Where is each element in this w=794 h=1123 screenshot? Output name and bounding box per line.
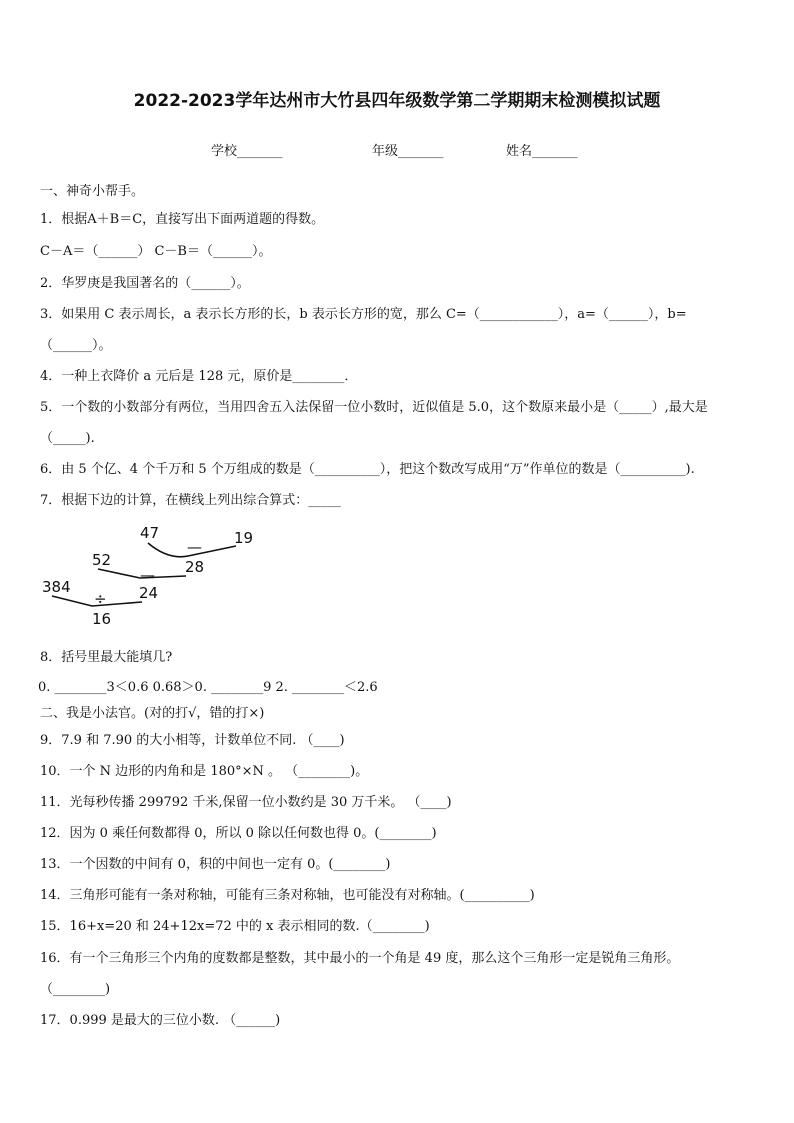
question-15: 15．16+x=20 和 24+12x=72 中的 x 表示相同的数.（________) [40, 919, 430, 934]
question-16-line1: 16．有一个三角形三个内角的度数都是整数，其中最小的一个角是 49 度，那么这个三角形一定是锐角三角形。 [40, 951, 680, 966]
name-field: 姓名_______ [506, 144, 578, 159]
question-10: 10．一个 N 边形的内角和是 180°×N 。 （________)。 [40, 764, 369, 779]
question-6: 6．由 5 个亿、4 个千万和 5 个万组成的数是（__________），把这个数改写成用“万”作单位的数是（__________). [40, 462, 695, 477]
question-1: 1．根据A＋B＝C，直接写出下面两道题的得数。 [40, 212, 325, 227]
question-5-line2: （_____). [40, 431, 95, 446]
grade-field: 年级_______ [372, 144, 444, 159]
question-7: 7．根据下边的计算，在横线上列出综合算式：_____ [40, 493, 341, 508]
question-3-line2: （______）。 [40, 338, 112, 353]
school-field: 学校_______ [211, 144, 283, 159]
question-1-answers: C－A＝（______） C－B＝（______）。 [40, 244, 272, 259]
question-12: 12．因为 0 乘任何数都得 0，所以 0 除以任何数也得 0。(________) [40, 826, 437, 841]
question-16-line2: （________) [40, 982, 111, 997]
diagram-number-52: 52 [92, 551, 112, 569]
question-14: 14．三角形可能有一条对称轴，可能有三条对称轴，也可能没有对称轴。(__________) [40, 888, 535, 903]
diagram-op-divide: ÷ [94, 590, 107, 608]
diagram-number-24: 24 [139, 584, 159, 602]
question-11: 11．光每秒传播 299792 千米,保留一位小数约是 30 万千米。 （____) [40, 795, 452, 810]
diagram-op-minus-2: — [140, 566, 155, 584]
question-5-line1: 5．一个数的小数部分有两位，当用四舍五入法保留一位小数时，近似值是 5.0，这个数原来最小是（_____）,最大是 [40, 400, 708, 415]
question-17: 17．0.999 是最大的三位小数. （______) [40, 1013, 281, 1028]
question-4: 4．一种上衣降价 a 元后是 128 元，原价是________． [40, 369, 358, 384]
diagram-number-47: 47 [140, 524, 160, 542]
question-8-items: 0. ________3＜0.6 0.68＞0. ________9 2. ________＜2.6 [38, 680, 378, 695]
question-13: 13．一个因数的中间有 0，积的中间也一定有 0。(________) [40, 857, 391, 872]
section2-heading: 二、我是小法官。(对的打√，错的打×) [40, 706, 265, 721]
diagram-number-384: 384 [42, 578, 71, 596]
question-3-line1: 3．如果用 C 表示周长，a 表示长方形的长，b 表示长方形的宽，那么 C=（____________），a=（______），b= [40, 307, 687, 322]
calculation-diagram [30, 518, 280, 630]
question-9: 9．7.9 和 7.90 的大小相等，计数单位不同. （____) [40, 733, 345, 748]
diagram-number-19: 19 [234, 529, 254, 547]
question-8: 8．括号里最大能填几? [40, 650, 173, 665]
diagram-op-minus-1: — [187, 538, 202, 556]
question-2: 2．华罗庚是我国著名的（______）。 [40, 276, 250, 291]
page-title: 2022-2023学年达州市大竹县四年级数学第二学期期末检测模拟试题 [133, 91, 661, 111]
diagram-number-28: 28 [185, 558, 205, 576]
diagram-number-16: 16 [92, 610, 112, 628]
section1-heading: 一、神奇小帮手。 [40, 184, 145, 199]
